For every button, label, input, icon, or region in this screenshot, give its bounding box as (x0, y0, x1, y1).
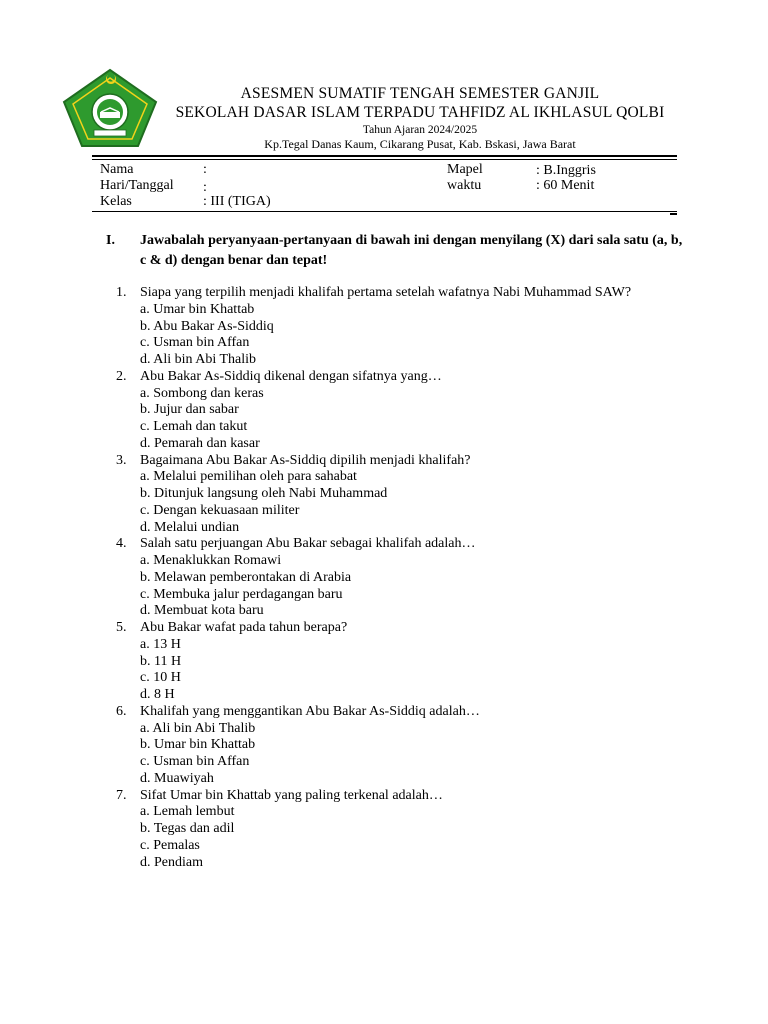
answer-option: a. Lemah lembut (140, 804, 235, 820)
answer-option: d. Pemarah dan kasar (140, 435, 260, 451)
answer-option: b. Jujur dan sabar (140, 402, 239, 418)
answer-option: b. Umar bin Khattab (140, 737, 256, 753)
hari-label: Hari/Tanggal (100, 178, 174, 193)
section-number: I. (106, 233, 115, 248)
school-address: Kp.Tegal Danas Kaum, Cikarang Pusat, Kab. Bskasi, Jawa Barat (264, 137, 576, 151)
question-number: 7. (116, 787, 127, 803)
nama-colon: : (203, 162, 207, 177)
question-text: Khalifah yang menggantikan Abu Bakar As-Siddiq adalah… (140, 703, 480, 719)
answer-option: c. Dengan kekuasaan militer (140, 502, 300, 518)
answer-option: a. Sombong dan keras (140, 385, 264, 401)
waktu-value: : 60 Menit (536, 178, 595, 193)
info-divider (92, 211, 677, 212)
question-text: Sifat Umar bin Khattab yang paling terkenal adalah… (140, 787, 443, 803)
question-text: Siapa yang terpilih menjadi khalifah pertama setelah wafatnya Nabi Muhammad SAW? (140, 285, 632, 300)
answer-option: d. 8 H (140, 687, 175, 702)
kelas-value: : III (TIGA) (203, 194, 271, 209)
question-item (116, 620, 676, 704)
question-list (116, 285, 676, 871)
header-divider (92, 155, 677, 157)
answer-option: d. Muawiyah (140, 770, 214, 786)
kelas-label: Kelas (100, 194, 132, 209)
question-item (116, 369, 676, 453)
question-number: 5. (116, 620, 127, 635)
question-text: Salah satu perjuangan Abu Bakar sebagai khalifah adalah… (140, 536, 476, 552)
question-text: Bagaimana Abu Bakar As-Siddiq dipilih menjadi khalifah? (140, 452, 471, 468)
question-number: 1. (116, 285, 127, 300)
answer-option: c. Usman bin Affan (140, 754, 250, 769)
exam-title: ASESMEN SUMATIF TENGAH SEMESTER GANJIL (240, 85, 600, 102)
instruction-text: Jawabalah peryanyaan-pertanyaan di bawah ini dengan menyilang (X) dari sala satu (a, b, c & d) dengan benar dan tepat! (140, 233, 683, 268)
info-divider-end (670, 213, 677, 215)
answer-option: d. Membuat kota baru (140, 603, 264, 619)
question-text: Abu Bakar wafat pada tahun berapa? (140, 620, 348, 635)
question-item (116, 453, 676, 537)
nama-label: Nama (100, 162, 134, 177)
question-number: 6. (116, 703, 127, 719)
answer-option: d. Ali bin Abi Thalib (140, 352, 257, 367)
question-number: 3. (116, 452, 127, 468)
question-number: 4. (116, 536, 127, 552)
school-name: SEKOLAH DASAR ISLAM TERPADU TAHFIDZ AL IKHLASUL QOLBI (175, 104, 665, 121)
answer-option: b. Ditunjuk langsung oleh Nabi Muhammad (140, 486, 388, 501)
answer-option: b. Melawan pemberontakan di Arabia (140, 569, 352, 585)
answer-option: b. Abu Bakar As-Siddiq (140, 318, 274, 334)
answer-option: a. Melalui pemilihan oleh para sahabat (140, 469, 357, 485)
question-item (116, 704, 676, 788)
answer-option: c. Pemalas (140, 837, 200, 853)
answer-option: d. Pendiam (140, 854, 203, 870)
mapel-label: Mapel (447, 162, 483, 177)
question-item (116, 285, 676, 369)
answer-option: b. 11 H (140, 653, 182, 669)
document-header (140, 84, 700, 152)
answer-option: a. Ali bin Abi Thalib (140, 720, 256, 736)
answer-option: d. Melalui undian (140, 519, 240, 535)
header-divider-thin (92, 159, 677, 160)
answer-option: a. 13 H (140, 636, 181, 652)
answer-option: c. Usman bin Affan (140, 335, 250, 351)
hari-colon: : (203, 180, 207, 195)
question-number: 2. (116, 368, 127, 384)
waktu-label: waktu (447, 178, 482, 193)
answer-option: c. Lemah dan takut (140, 419, 248, 434)
mapel-value: : B.Inggris (536, 163, 596, 178)
answer-option: c. Membuka jalur perdagangan baru (140, 586, 343, 602)
academic-year: Tahun Ajaran 2024/2025 (362, 124, 478, 136)
instruction-section (106, 231, 686, 270)
answer-option: c. 10 H (140, 670, 181, 686)
answer-option: b. Tegas dan adil (140, 821, 235, 836)
answer-option: a. Umar bin Khattab (140, 301, 255, 317)
question-item (116, 536, 676, 620)
question-item (116, 788, 676, 872)
question-text: Abu Bakar As-Siddiq dikenal dengan sifatnya yang… (140, 368, 442, 384)
answer-option: a. Menaklukkan Romawi (140, 553, 282, 568)
